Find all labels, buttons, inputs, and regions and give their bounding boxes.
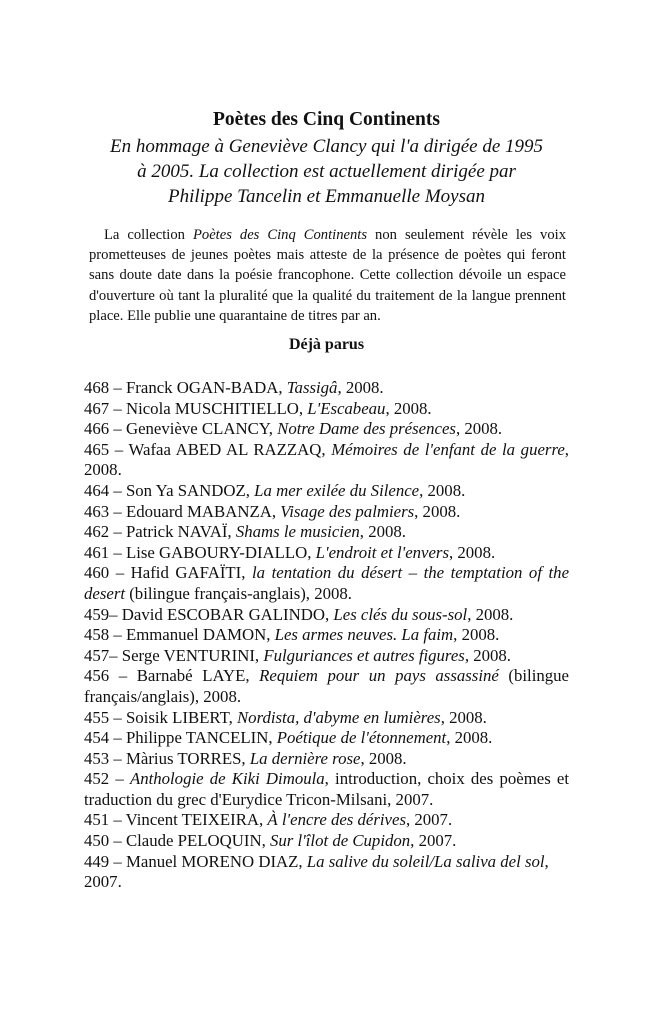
catalogue-entry bbox=[84, 399, 569, 420]
entry-title: Tassigâ bbox=[286, 378, 338, 398]
entry-details: , 2007. bbox=[410, 831, 457, 851]
entry-author: Vincent TEIXEIRA, bbox=[125, 810, 268, 830]
catalogue-entry bbox=[84, 543, 569, 564]
entry-details: , 2008. bbox=[385, 398, 432, 418]
entry-number: 460 bbox=[84, 563, 110, 583]
entry-separator: – bbox=[109, 439, 129, 459]
entry-title: la tentation du désert – the temptation of the desert bbox=[84, 563, 570, 603]
catalogue-entry bbox=[84, 522, 569, 543]
entry-separator: – bbox=[109, 542, 126, 562]
entry-details: , 2007. bbox=[405, 810, 453, 830]
entry-details: , 2008. bbox=[419, 480, 466, 500]
entry-title: Les clés du sous-sol bbox=[333, 604, 468, 624]
catalogue-entry bbox=[84, 749, 569, 770]
catalogue-entry bbox=[84, 502, 569, 523]
entry-title: La salive du soleil/La saliva del sol bbox=[306, 851, 545, 871]
entry-title: Fulguriances et autres figures bbox=[263, 645, 465, 665]
entry-separator: – bbox=[109, 522, 126, 542]
entry-title: L'Escabeau bbox=[307, 398, 386, 418]
entry-author: Franck OGAN-BADA, bbox=[125, 378, 287, 398]
entry-title: Shams le musicien bbox=[235, 522, 360, 542]
catalogue-entry bbox=[84, 728, 569, 749]
entry-details: , introduction, choix des poèmes et traduction du grec d'Eurydice Tricon-Milsani, 2007. bbox=[84, 769, 570, 809]
entry-details: , 2008. bbox=[464, 645, 511, 665]
entry-separator: – bbox=[109, 831, 126, 851]
entry-separator: – bbox=[109, 748, 126, 768]
catalogue-entry bbox=[84, 831, 569, 852]
entry-number: 451 bbox=[84, 810, 110, 830]
entry-title: Mémoires de l'enfant de la guerre bbox=[331, 439, 565, 459]
catalogue-entry bbox=[84, 708, 569, 729]
entry-separator: – bbox=[109, 480, 126, 500]
intro-collection-name: Poètes des Cinq Continents bbox=[192, 227, 368, 243]
entry-details: , 2008. bbox=[446, 728, 493, 748]
collection-intro bbox=[89, 225, 566, 326]
entry-number: 461 bbox=[84, 542, 110, 562]
catalogue-list bbox=[84, 378, 569, 893]
entry-details: , 2008. bbox=[414, 501, 461, 521]
entry-number: 454 bbox=[84, 728, 110, 748]
entry-title: Anthologie de Kiki Dimoula bbox=[129, 769, 325, 789]
entry-number: 465 bbox=[84, 439, 110, 459]
entry-number: 452 bbox=[84, 769, 110, 789]
series-title: Poètes des Cinq Continents bbox=[213, 109, 440, 130]
entry-title: Requiem pour un pays assassiné bbox=[259, 666, 499, 686]
entry-author: David ESCOBAR GALINDO, bbox=[121, 604, 334, 624]
entry-author: Claude PELOQUIN, bbox=[125, 831, 270, 851]
catalogue-entry bbox=[84, 481, 569, 502]
entry-details: (bilingue français-anglais), 2008. bbox=[125, 583, 352, 603]
entry-author: Philippe TANCELIN, bbox=[125, 728, 277, 748]
catalogue-entry bbox=[84, 419, 569, 440]
entry-author: Patrick NAVAÏ, bbox=[125, 522, 236, 542]
catalogue-entry bbox=[84, 563, 569, 604]
entry-number: 467 bbox=[84, 398, 110, 418]
entry-details: , 2008. bbox=[337, 378, 384, 398]
catalogue-entry bbox=[84, 852, 569, 893]
entry-details: , 2008. bbox=[467, 604, 514, 624]
intro-text: non seulement révèle les voix prometteuses de jeunes poètes mais atteste de la présence de poètes qui feront sans doute date dans la poésie francophone. Cette collection dévoile un espace d'ouverture où tant la pluralité que la qualité du traitement de la langue prennent place. Elle publie une quarantaine de titres par an. bbox=[89, 227, 566, 324]
entry-author: Màrius TORRES, bbox=[125, 748, 250, 768]
entry-title: Notre Dame des présences bbox=[277, 419, 456, 439]
entry-separator: – bbox=[109, 851, 126, 871]
entry-title: La mer exilée du Silence bbox=[254, 480, 420, 500]
entry-number: 463 bbox=[84, 501, 110, 521]
catalogue-entry bbox=[84, 810, 569, 831]
entry-details: , 2008. bbox=[359, 522, 406, 542]
book-page bbox=[84, 108, 569, 893]
entry-separator: – bbox=[109, 625, 126, 645]
entry-number: 459 bbox=[84, 604, 110, 624]
section-title: Déjà parus bbox=[288, 336, 365, 354]
entry-number: 456 bbox=[84, 666, 110, 686]
entry-number: 457 bbox=[84, 645, 110, 665]
hommage-text bbox=[84, 134, 569, 209]
entry-separator: – bbox=[109, 563, 131, 583]
entry-details: , 2008. bbox=[440, 707, 487, 727]
entry-author: Lise GABOURY-DIALLO, bbox=[125, 542, 316, 562]
entry-title: Nordista, d'abyme en lumières bbox=[236, 707, 441, 727]
catalogue-entry bbox=[84, 378, 569, 399]
entry-separator: – bbox=[109, 769, 130, 789]
entry-title: Poétique de l'étonnement bbox=[276, 728, 447, 748]
entry-title: Les armes neuves. La faim bbox=[274, 625, 454, 645]
entry-title: À l'encre des dérives bbox=[267, 810, 406, 830]
catalogue-entry bbox=[84, 440, 569, 481]
entry-title: Sur l'îlot de Cupidon bbox=[269, 831, 411, 851]
entry-number: 458 bbox=[84, 625, 110, 645]
entry-author: Serge VENTURINI, bbox=[121, 645, 264, 665]
entry-author: Manuel MORENO DIAZ, bbox=[125, 851, 307, 871]
entry-separator: – bbox=[109, 728, 126, 748]
entry-separator: – bbox=[109, 398, 126, 418]
entry-number: 449 bbox=[84, 851, 110, 871]
entry-author: Barnabé LAYE, bbox=[136, 666, 260, 686]
entry-author: Edouard MABANZA, bbox=[125, 501, 281, 521]
entry-separator: – bbox=[109, 501, 126, 521]
entry-author: Geneviève CLANCY, bbox=[125, 419, 278, 439]
entry-details: , 2008. bbox=[84, 439, 569, 480]
entry-author: Soisik LIBERT, bbox=[125, 707, 237, 727]
entry-title: La dernière rose bbox=[249, 748, 361, 768]
intro-text: La collection bbox=[104, 227, 193, 243]
catalogue-entry bbox=[84, 769, 569, 810]
entry-number: 462 bbox=[84, 522, 110, 542]
entry-number: 466 bbox=[84, 419, 110, 439]
entry-separator: – bbox=[109, 604, 122, 624]
entry-separator: – bbox=[109, 419, 126, 439]
entry-author: Hafid GAFAÏTI, bbox=[130, 563, 252, 583]
entry-number: 464 bbox=[84, 480, 110, 500]
entry-author: Nicola MUSCHITIELLO, bbox=[125, 398, 308, 418]
entry-separator: – bbox=[109, 810, 126, 830]
entry-number: 450 bbox=[84, 831, 110, 851]
hommage-line: Philippe Tancelin et Emmanuelle Moysan bbox=[168, 186, 485, 207]
entry-number: 455 bbox=[84, 707, 110, 727]
entry-author: Wafaa ABED AL RAZZAQ, bbox=[128, 439, 332, 459]
catalogue-entry bbox=[84, 605, 569, 626]
entry-number: 468 bbox=[84, 378, 110, 398]
hommage-line: à 2005. La collection est actuellement dirigée par bbox=[137, 161, 516, 182]
entry-details: , 2008. bbox=[360, 748, 407, 768]
entry-details: , 2008. bbox=[455, 419, 503, 439]
entry-number: 453 bbox=[84, 748, 110, 768]
entry-details: (bilingue français/anglais), 2008. bbox=[84, 666, 569, 706]
entry-author: Emmanuel DAMON, bbox=[125, 625, 275, 645]
entry-details: , 2008. bbox=[449, 542, 496, 562]
hommage-line: En hommage à Geneviève Clancy qui l'a dirigée de 1995 bbox=[109, 136, 544, 157]
entry-title: Visage des palmiers bbox=[280, 501, 415, 521]
entry-separator: – bbox=[109, 707, 126, 727]
catalogue-entry bbox=[84, 666, 569, 707]
entry-author: Son Ya SANDOZ, bbox=[125, 480, 255, 500]
entry-details: , 2008. bbox=[453, 625, 500, 645]
entry-separator: – bbox=[109, 645, 122, 665]
entry-details: , 2007. bbox=[84, 851, 549, 892]
entry-separator: – bbox=[109, 666, 137, 686]
entry-title: L'endroit et l'envers bbox=[315, 542, 449, 562]
catalogue-entry bbox=[84, 646, 569, 667]
catalogue-entry bbox=[84, 625, 569, 646]
entry-separator: – bbox=[109, 378, 126, 398]
